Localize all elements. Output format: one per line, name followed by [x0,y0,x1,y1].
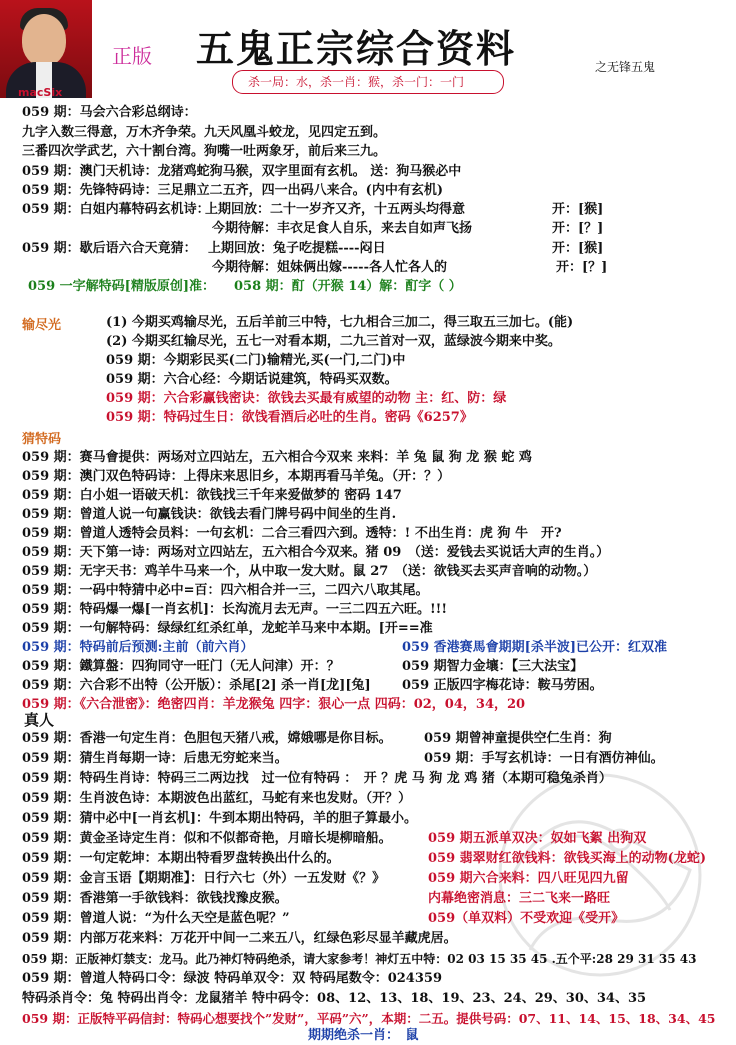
text-line: 059 期：香港第一手欲钱料：欲钱找豫皮猴。 [22,891,288,906]
text-line: 059 期：澳门天机诗：龙猪鸡蛇狗马猴，双字里面有玄机。 送：狗马猴必中 [22,164,462,179]
text-line: 059 期：内部万花来料：万花开中间一二来五八，红绿色彩尽显羊藏虎居。 [22,931,457,946]
open-label: 开：[猴] [552,241,604,256]
section-title-shu: 输尽光 [22,318,62,333]
text-line: 059 期：赛马會提供：两场对立四站左，五六相合今双来 来料：羊 兔 鼠 狗 龙 猴 蛇 鸡 [22,450,532,465]
text-line: 059 期：一句定乾坤：本期出特看罗盘转换出什么的。 [22,851,340,866]
text-line: 059 期：金言玉语【期期准】：日行六七（外）一五发财《？》 [22,871,386,886]
text-line: 059 期：马会六合彩总纲诗： [22,105,197,120]
text-line: 059 期：六合彩赢钱密诀：欲钱去买最有威望的动物 主：红、防：绿 [106,391,507,406]
edition-label: 正版 [112,44,152,68]
text-line: 058 期：酊（开猴 14）解：酊字（ ） [234,279,462,294]
text-line: 059 期：黄金圣诗定生肖：似和不似都奇艳，月暗长堤柳暗船。 [22,831,392,846]
text-line: 059 期：白姐内幕特码玄机诗： [22,202,210,217]
text-line: 059 期六合来料：四八旺见四九留 [428,871,629,886]
text-line: 059 期：特码前后预测:主前（前六肖） [22,640,254,655]
text-line: 内幕绝密消息：三二飞来一路旺 [428,891,611,906]
text-line: 059 期：六合心经：今期话说建筑，特码买双数。 [106,372,398,387]
page-title: 五鬼正宗综合资料 [196,26,517,71]
text-line: 059 期智力金壤：【三大法宝】 [402,659,584,674]
text-line: 特码杀肖令：兔 特码出肖令：龙鼠猪羊 特中码令：08、12、13、18、19、23、24、29、30、34、35 [22,991,647,1006]
author-name: 之无锋五鬼 [595,60,656,74]
text-line: 九字入数三得意，万木齐争荣。九天风凰斗蛟龙，见四定五到。 [22,125,387,140]
text-line: 059 期：特码过生日：欲饯看酒后必吐的生肖。密码《6257》 [106,410,473,425]
text-line: 059（单双料）不受欢迎《受开》 [428,911,625,926]
text-line: 059 期五派单双决：奴如飞絮 出狗双 [428,831,647,846]
author-photo [0,0,92,98]
text-line: 059 翡翠财红欲钱料：欲钱买海上的动物(龙蛇) [428,851,706,866]
text-line: 059 期：天下第一诗：两场对立四站左，五六相合今双来。猪 09 （送：爱钱去买说话大声的生肖。） [22,545,610,560]
text-line: 059 香港赛馬會期期[杀半波]已公开：红双准 [402,640,667,655]
text-line: 059 期：澳门双色特码诗：上得床来思旧乡，本期再看马羊兔。（开：？） [22,469,451,484]
text-line: 059 期：一码中特猜中必中=百：四六相合并一三，二四六八取其尾。 [22,583,429,598]
text-line: 059 期：猜生肖每期一诗：后患无穷蛇来当。 [22,751,288,766]
text-line: 059 期：曾道人透特会员料：一句玄机：二合三看四六到。透特：! 不出生肖：虎 狗 牛 开? [22,526,562,541]
text-line: 059 期曾神童提供空仁生肖：狗 [424,731,612,746]
text-line: 059 期：六合彩不出特（公开版）：杀尾[2] 杀一肖[龙][兔] [22,678,371,693]
kill-line: 杀一局：水，杀一肖：猴，杀一门：一门 [248,75,465,89]
text-line: 059 期：先锋特码诗：三足鼎立二五齐，四一出码八来合。(内中有玄机) [22,183,443,198]
text-line: 059 期：曾道人特码口令：绿波 特码单双令：双 特码尾数令：024359 [22,971,442,986]
text-line: 059 一字解特码[精版原创]准： [28,279,215,294]
text-line: 三番四次学武艺，六十割台湾。狗嘴一吐两象牙，前后来三九。 [22,144,387,159]
text-line: 059 期：曾道人说一句赢钱诀：欲钱去看门牌号码中间坐的生肖. [22,507,397,522]
text-line: (1) 今期买鸡输尽光，五后羊前三中特，七九相合三加二，得三取五三加七。(能) [106,315,574,330]
open-label: 开：[猴] [552,202,604,217]
text-line: 059 期：白小姐一语破天机：欲钱找三千年来爱做梦的 密码 147 [22,488,402,503]
text-line: 059 期：《六合泄密》：绝密四肖：羊龙猴兔 四字：狠心一点 四码：02，04，34，20 [22,697,526,712]
poem-line: 今期待解：丰衣足食人自乐，来去自如声飞扬 [212,221,473,236]
poem-line: 今期待解：姐妹俩出嫁-----各人忙各人的 [212,260,447,275]
section-title-zhen: 真人 [24,711,55,729]
text-line: (2) 今期买红输尽光，五七一对看本期，二九三首对一双，蓝绿波今期来中奖。 [106,334,561,349]
text-line: 059 期：歇后语六合天竟猜： [22,241,197,256]
text-line: 059 正版四字梅花诗：鞍马劳困。 [402,678,603,693]
poem-line: 上期回放：兔子吃提糕----闷日 [208,241,386,256]
text-line: 059 期：特码爆一爆[一肖玄机]：长沟流月去无声。一三二四五六旺。!!! [22,602,448,617]
footer-line: 期期绝杀一肖： 鼠 [308,1028,419,1043]
text-line: 059 期：曾道人说：“为什么天空是蓝色呢？” [22,911,290,926]
text-line: 059 期：一句解特码：绿绿红红杀红单，龙蛇羊马来中本期。[开==准 [22,621,433,636]
text-line: 059 期：香港一句定生肖：色胆包天猪八戒，嫦娥哪是你目标。 [22,731,392,746]
text-line: 059 期：无字天书：鸡羊牛马来一个，从中取一发大财。鼠 27 （送：欲钱买去买声音响的动物。） [22,564,597,579]
text-line: 059 期：正版特平码信封：特码心想要找个”发财”，平码”六”，本期：二五。提供号码：07、11、14、15、18、34、45 [22,1011,716,1026]
text-line: 059 期：鐵算盤：四狗同守一旺门（无人问津）开：？ [22,659,340,674]
open-label: 开：[？] [556,260,608,275]
poem-line: 上期回放：二十一岁齐又齐，十五两头均得意 [205,202,466,217]
text-line: 059 期：猜中必中[一肖玄机]：牛到本期出特码，羊的胆子算最小。 [22,811,417,826]
text-line: 059 期：正版神灯禁支：龙马。此乃神灯特码绝杀，请大家参考！神灯五中特：02 03 15 35 45 .五个平:28 29 31 35 43 [22,952,697,966]
text-line: 059 期：手写玄机诗：一日有酒仿神仙。 [424,751,664,766]
text-line: 059 期：特码生肖诗：特码三二两边找 过一位有特码 ： 开 ？虎 马 狗 龙 鸡 猪（本期可稳兔杀肖） [22,771,612,786]
photo-caption: macSix [18,86,63,99]
text-line: 059 期：生肖波色诗：本期波色出蓝红，马蛇有来也发财。（开？） [22,791,412,806]
text-line: 059 期：今期彩民买(二门)输精光,买(一门,二门)中 [106,353,406,368]
section-title-zhu: 猜特码 [22,432,62,447]
open-label: 开：[？] [552,221,604,236]
